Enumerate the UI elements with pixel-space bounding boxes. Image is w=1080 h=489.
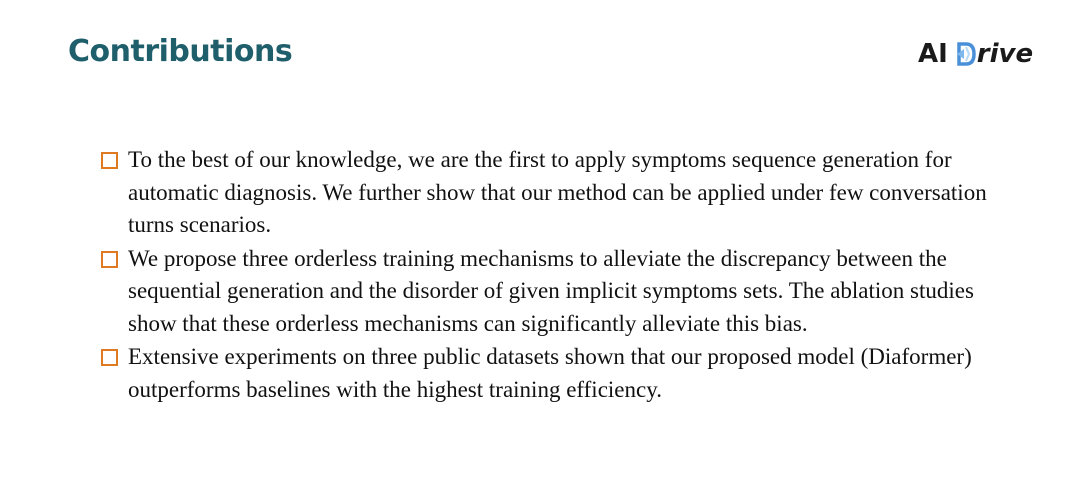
logo-d-icon	[956, 41, 976, 67]
bullet-text: Extensive experiments on three public datasets shown that our proposed model (Diaformer) outperforms baselines with the highest training efficiency.	[128, 344, 972, 402]
list-item	[101, 144, 1001, 242]
hollow-square-bullet-icon	[101, 349, 118, 366]
hollow-square-bullet-icon	[101, 152, 118, 169]
hollow-square-bullet-icon	[101, 251, 118, 268]
logo-prefix: AI	[918, 39, 948, 69]
page-title: Contributions	[68, 34, 293, 69]
list-item	[101, 341, 1001, 406]
bullet-text: We propose three orderless training mechanisms to alleviate the discrepancy between the sequential generation and the disorder of given implicit symptoms sets. The ablation studies show that these orderless mechanisms can significantly alleviate this bias.	[128, 245, 974, 336]
bullet-text: To the best of our knowledge, we are the first to apply symptoms sequence generation for automatic diagnosis. We further show that our method can be applied under few conversation turns scenarios.	[128, 147, 987, 237]
contributions-list	[101, 144, 1001, 406]
ai-drive-logo	[918, 36, 1033, 72]
logo-suffix: rive	[976, 39, 1034, 69]
list-item	[101, 243, 1001, 341]
